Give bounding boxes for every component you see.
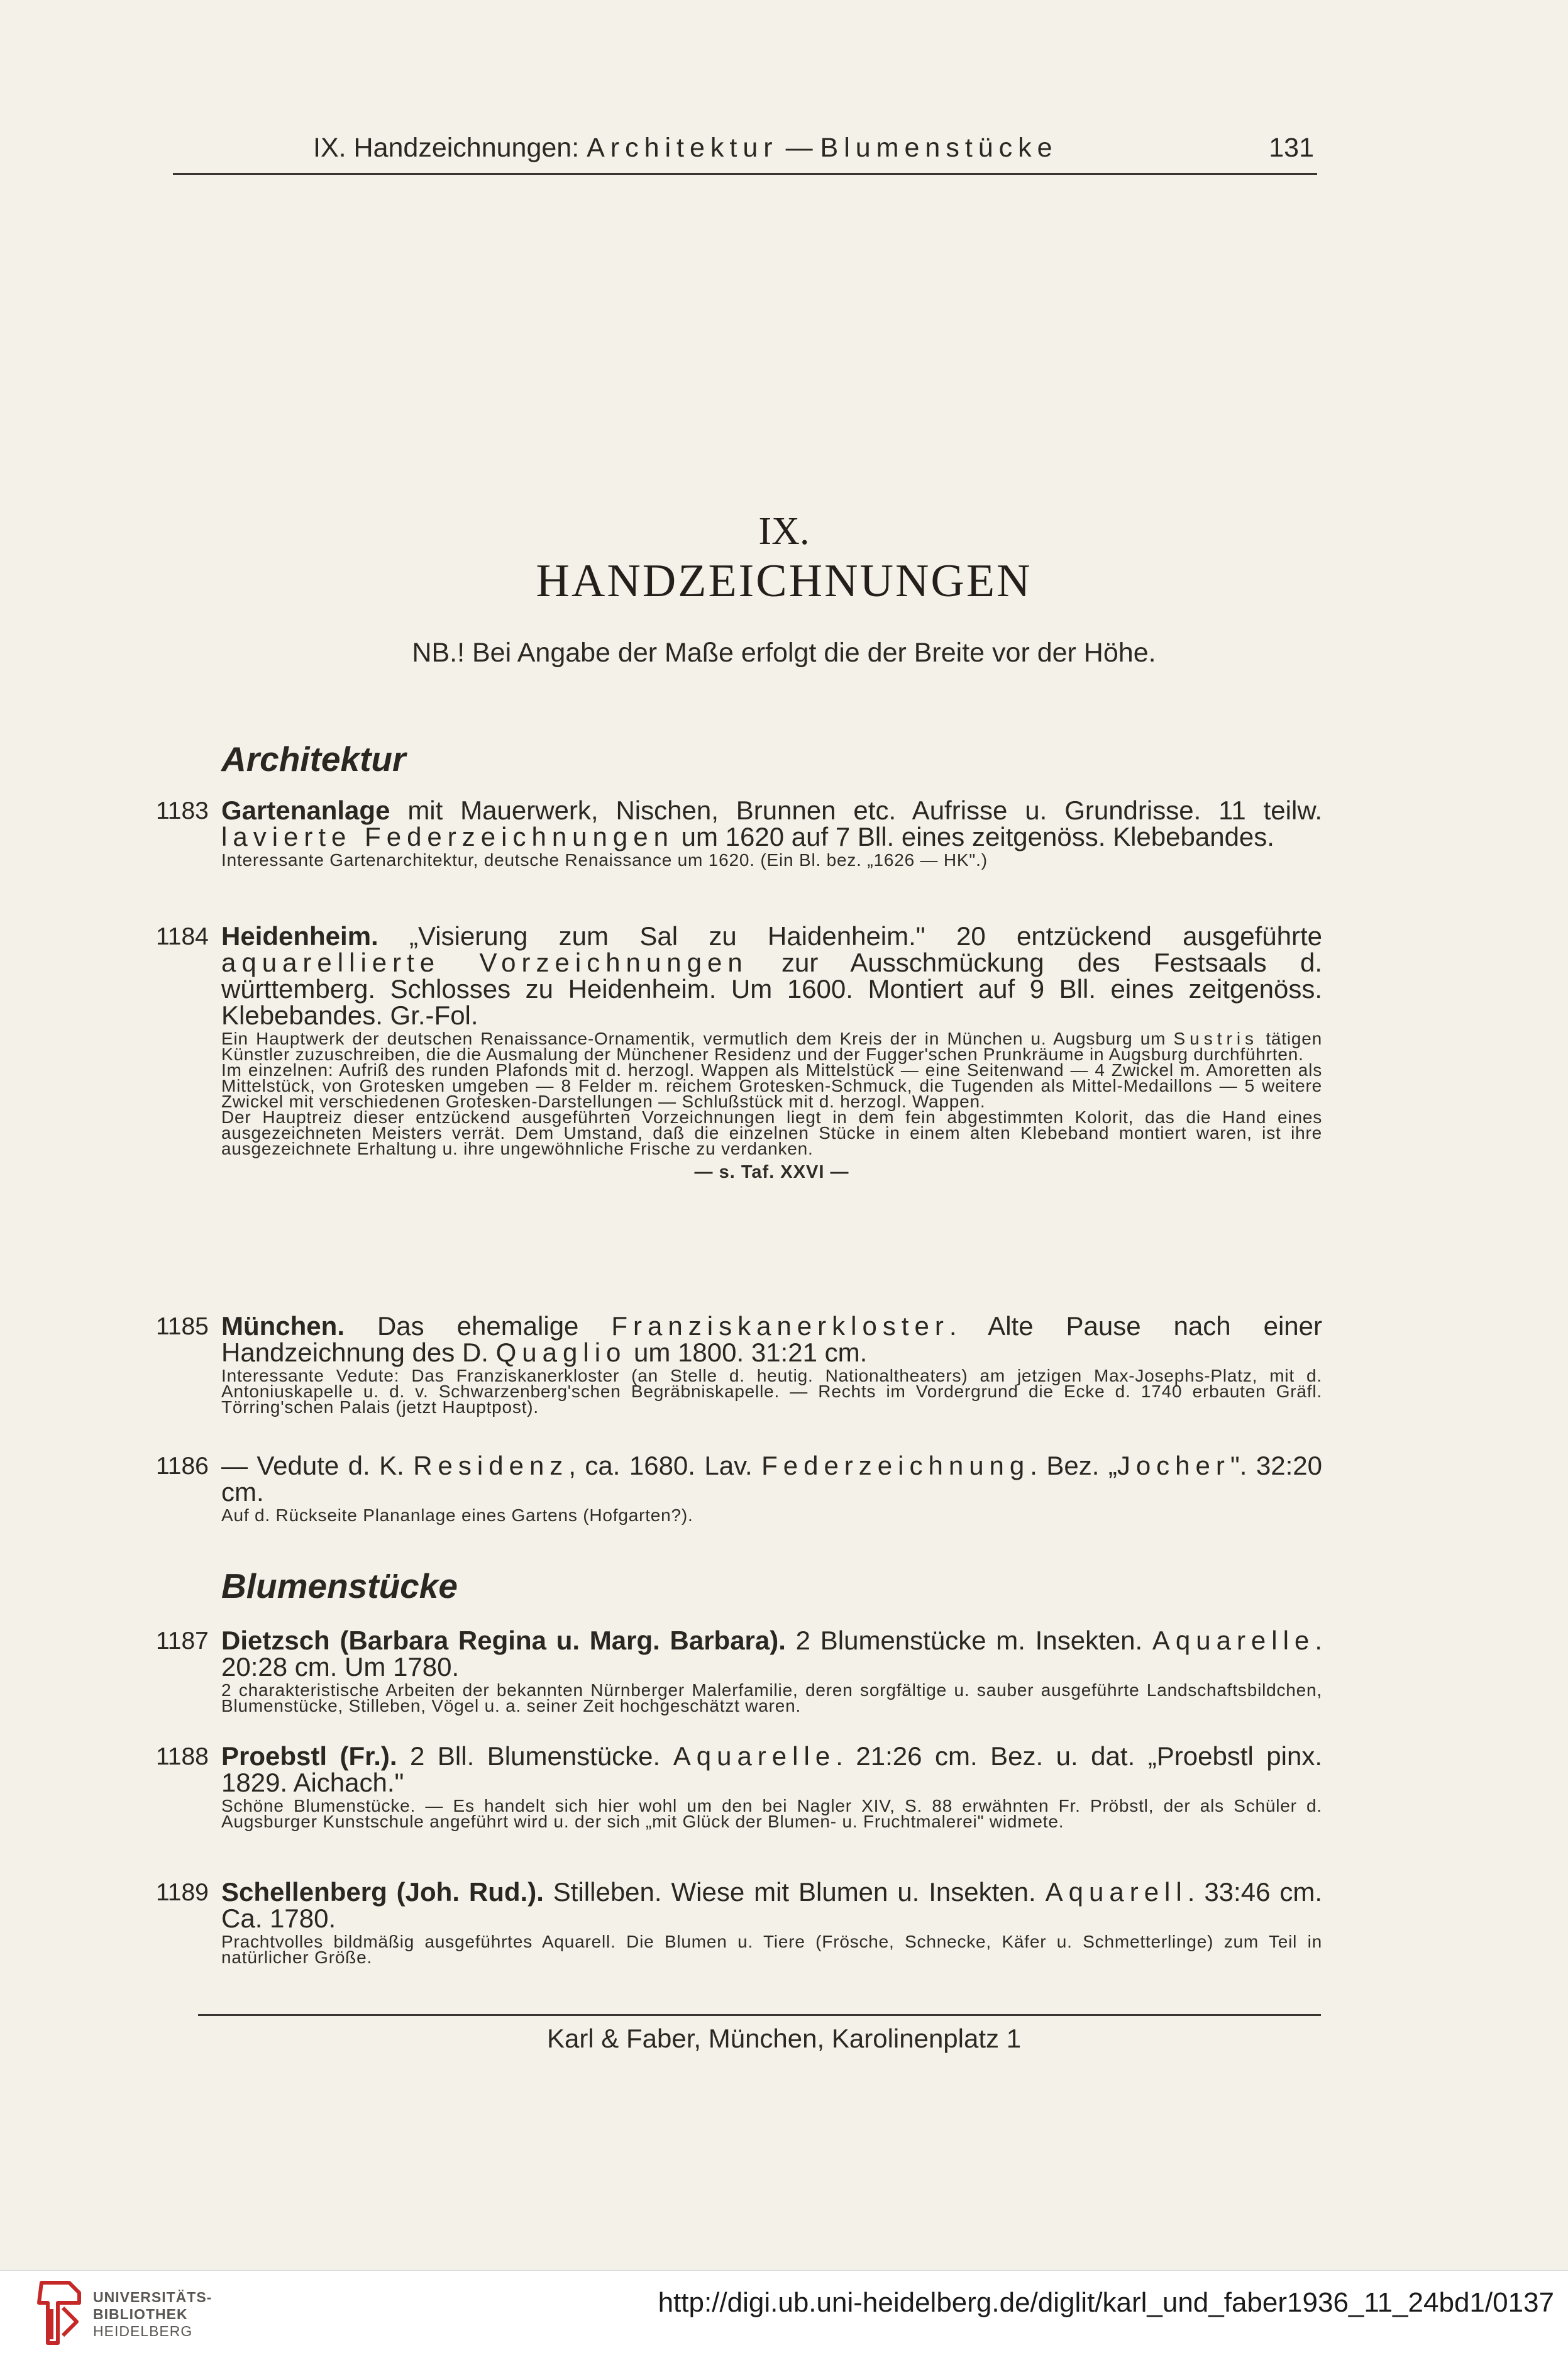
entry-title: München. <box>221 1311 345 1341</box>
catalog-entry-1183 <box>156 797 1322 868</box>
section-heading-blumenstuecke: Blumenstücke <box>221 1566 458 1605</box>
entry-description <box>221 1313 1322 1366</box>
library-footer <box>0 2270 1568 2372</box>
catalog-entry-1186 <box>156 1453 1322 1523</box>
entry-technique: Aquarelle <box>1152 1626 1315 1655</box>
entry-text: Das ehemalige <box>345 1311 612 1341</box>
entry-number: 1184 <box>156 923 209 950</box>
catalog-entry-1188 <box>156 1743 1322 1829</box>
entry-text: ". 32:20 cm. <box>221 1451 1322 1507</box>
header-section-blumenstuecke: Blumenstücke <box>820 133 1058 163</box>
entry-text: zur Ausschmückung des Festsaals d. württemberg. Schlosses zu Heidenheim. Um 1600. Montiert auf 9 Bll. eines zeitgenöss. Klebebandes. Gr.-Fol. <box>221 948 1322 1030</box>
entry-title: Heidenheim. <box>221 921 378 951</box>
chapter-title: HANDZEICHNUNGEN <box>536 555 1032 607</box>
note-artist-name: Sustris <box>1173 1029 1259 1048</box>
catalog-entry-1184 <box>156 923 1322 1183</box>
entry-note: 2 charakteristische Arbeiten der bekannten Nürnberger Malerfamilie, deren sorgfältige u. sauber ausgeführte Landschaftsbildchen, Blumenstücke, Stilleben, Vögel u. a. seiner Zeit hochgeschätzt waren. <box>221 1680 1322 1715</box>
entry-text: 2 Blumenstücke m. Insekten. <box>785 1626 1152 1655</box>
entry-body <box>221 1453 1322 1523</box>
entry-title: Proebstl (Fr.). <box>221 1741 397 1771</box>
library-name-line1: UNIVERSITÄTS- <box>93 2289 213 2305</box>
entry-title: Gartenanlage <box>221 795 390 825</box>
entry-text: . Bez. „ <box>1030 1451 1117 1480</box>
entry-text: . 33:46 cm. Ca. 1780. <box>221 1877 1322 1933</box>
entry-text: Stilleben. Wiese mit Blumen u. Insekten. <box>543 1877 1046 1907</box>
ub-heidelberg-logo-icon[interactable] <box>33 2278 86 2348</box>
chapter-number: IX. <box>758 510 810 553</box>
entry-body <box>221 797 1322 868</box>
entry-body <box>221 1879 1322 1965</box>
entry-text: , ca. 1680. Lav. <box>568 1451 762 1480</box>
section-heading-architektur: Architektur <box>221 740 406 779</box>
entry-body <box>221 923 1322 1183</box>
entry-text: „Visierung zum Sal zu Haidenheim." 20 entzückend ausgeführte <box>378 921 1322 951</box>
entry-number: 1185 <box>156 1313 209 1340</box>
entry-note: Prachtvolles bildmäßig ausgeführtes Aquarell. Die Blumen u. Tiere (Frösche, Schnecke, Käfer u. Schmetterlinge) zum Teil in natürlicher Größe. <box>221 1932 1322 1967</box>
header-section-architektur: Architektur <box>587 133 778 163</box>
entry-note: Schöne Blumenstücke. — Es handelt sich hier wohl um den bei Nagler XIV, S. 88 erwähnten Fr. Pröbstl, der als Schüler d. Augsburger Kunstschule angeführt wird u. der sich „mit Glück der Blumen- u. Fruchtmalerei" widmete. <box>221 1796 1322 1831</box>
entry-number: 1189 <box>156 1879 209 1906</box>
entry-description <box>221 1453 1322 1505</box>
note-text: tätigen Künstler zuzuschreiben, die die Ausmalung der Münchener Residenz und der Fugger'schen Prunkräume in Augsburg durchführten. <box>221 1029 1322 1064</box>
library-name-line3: HEIDELBERG <box>93 2323 193 2339</box>
entry-body <box>221 1743 1322 1829</box>
note-text: Ein Hauptwerk der deutschen Renaissance-Ornamentik, vermutlich dem Kreis der in München u. Augsburg um <box>221 1029 1174 1048</box>
entry-technique: aquarellierte Vorzeichnungen <box>221 948 748 977</box>
entry-description <box>221 1627 1322 1680</box>
header-prefix: IX. Handzeichnungen: <box>313 133 580 163</box>
entry-text: mit Mauerwerk, Nischen, Brunnen etc. Aufrisse u. Grundrisse. 11 teilw. <box>390 795 1322 825</box>
entry-subject: Franziskanerkloster <box>611 1311 949 1341</box>
entry-text: — Vedute d. K. <box>221 1451 414 1480</box>
entry-description <box>221 923 1322 1029</box>
entry-number: 1188 <box>156 1743 209 1770</box>
entry-artist-name: Quaglio <box>495 1338 627 1367</box>
entry-note: Interessante Vedute: Das Franziskanerkloster (an Stelle d. heutig. Nationaltheaters) am jetzigen Max-Josephs-Platz, mit d. Antoniuskapelle u. d. v. Schwarzenberg'schen Begräbniskapelle. — Rechts im Vordergrund die Ecke d. 1740 erbauten Gräfl. Törring'schen Palais (jetzt Hauptpost). <box>221 1366 1322 1417</box>
entry-description <box>221 1743 1322 1796</box>
running-header-title <box>295 132 1269 163</box>
page-number: 131 <box>1269 133 1314 163</box>
entry-text: . 20:28 cm. Um 1780. <box>221 1626 1322 1682</box>
plate-reference: — s. Taf. XXVI — <box>694 1162 849 1182</box>
entry-technique: lavierte Federzeichnungen <box>221 822 674 851</box>
entry-title: Dietzsch (Barbara Regina u. Marg. Barbara). <box>221 1626 786 1655</box>
library-name <box>93 2289 212 2340</box>
entry-number: 1186 <box>156 1453 209 1480</box>
entry-note: Interessante Gartenarchitektur, deutsche Renaissance um 1620. (Ein Bl. bez. „1626 — HK".) <box>221 850 988 870</box>
entry-body <box>221 1627 1322 1714</box>
running-header <box>295 132 1320 163</box>
entry-subject: Residenz <box>413 1451 569 1480</box>
header-dash: — <box>785 133 813 163</box>
entry-number: 1187 <box>156 1627 209 1654</box>
permalink-url[interactable]: http://digi.ub.uni-heidelberg.de/diglit/karl_und_faber1936_11_24bd1/0137 <box>658 2287 1554 2318</box>
entry-artist-name: Jocher <box>1117 1451 1230 1480</box>
entry-text: . Alte Pause nach einer Handzeichnung des D. <box>221 1311 1322 1367</box>
entry-note-details: Im einzelnen: Aufriß des runden Plafonds mit d. herzogl. Wappen als Mittelstück — eine Seitenwand — 4 Zwickel m. Amoretten als Mittelstück, von Grotesken umgeben — 8 Felder m. reichem Grotesken-Schmuck, die Tugenden als Mittel-Medaillons — 5 weitere Zwickel mit verschiedenen Grotesken-Darstellungen — Schlußstück mit d. herzogl. Wappen. <box>221 1060 1322 1111</box>
measurement-note: NB.! Bei Angabe der Maße erfolgt die der Breite vor der Höhe. <box>412 638 1156 668</box>
entry-body <box>221 1313 1322 1415</box>
entry-note <box>221 1031 1322 1062</box>
entry-text: 2 Bll. Blumenstücke. <box>397 1741 673 1771</box>
header-rule <box>173 173 1317 175</box>
entry-technique: Federzeichnung <box>761 1451 1030 1480</box>
catalog-entry-1189 <box>156 1879 1322 1965</box>
publisher-imprint: Karl & Faber, München, Karolinenplatz 1 <box>546 2024 1022 2053</box>
entry-number: 1183 <box>156 797 209 824</box>
entry-technique: Aquarell <box>1045 1877 1188 1907</box>
entry-text: um 1620 auf 7 Bll. eines zeitgenöss. Klebebandes. <box>673 822 1274 851</box>
catalog-entry-1185 <box>156 1313 1322 1415</box>
entry-title: Schellenberg (Joh. Rud.). <box>221 1877 544 1907</box>
footer-rule <box>198 2014 1321 2016</box>
entry-note-appraisal: Der Hauptreiz dieser entzückend ausgeführten Vorzeichnungen liegt in dem fein abgestimmten Kolorit, das die Hand eines ausgezeichneten Meisters verrät. Dem Umstand, daß die einzelnen Stücke in einem alten Klebeband montiert waren, ist ihre ausgezeichnete Erhaltung u. ihre ungewöhnliche Frische zu verdanken. <box>221 1107 1322 1158</box>
entry-description <box>221 797 1322 850</box>
entry-text: um 1800. 31:21 cm. <box>626 1338 868 1367</box>
entry-description <box>221 1879 1322 1932</box>
library-name-line2: BIBLIOTHEK <box>93 2306 188 2322</box>
entry-note: Auf d. Rückseite Plananlage eines Gartens (Hofgarten?). <box>221 1505 693 1525</box>
entry-technique: Aquarelle <box>673 1741 836 1771</box>
catalog-entry-1187 <box>156 1627 1322 1714</box>
entry-text: . 21:26 cm. Bez. u. dat. „Proebstl pinx. 1829. Aichach." <box>221 1741 1323 1797</box>
